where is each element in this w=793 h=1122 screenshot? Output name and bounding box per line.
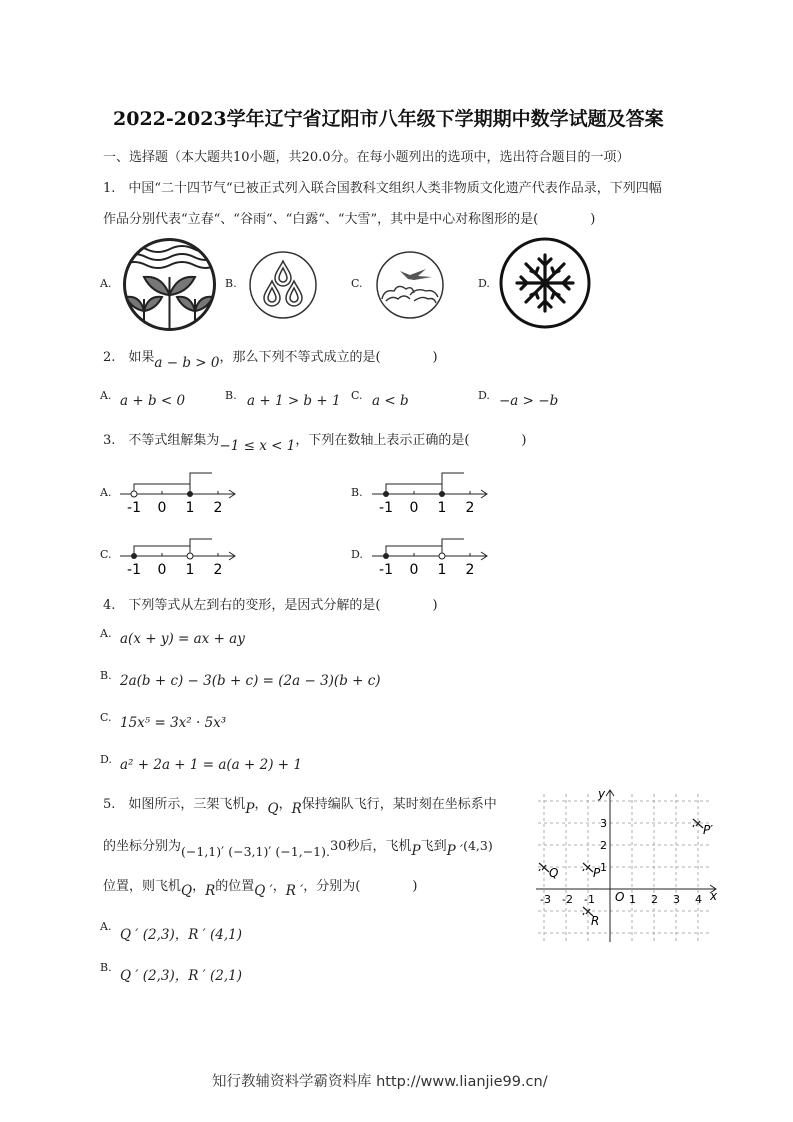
q5-plane-p2: P xyxy=(411,843,421,859)
q4-label-b: B. xyxy=(100,669,112,682)
y-axis-label: y xyxy=(598,787,606,801)
q5-plane-q: Q xyxy=(267,801,279,817)
q1-label-c: C. xyxy=(351,277,363,290)
q1-label-d: D. xyxy=(478,277,490,290)
comma: ， xyxy=(303,879,317,894)
q5-plane-r2: R xyxy=(205,883,216,899)
q5-option-a: Q ′ (2,3)，R ′ (4,1) xyxy=(120,927,243,943)
snowflake-figure xyxy=(498,235,592,331)
q2-option-c: a < b xyxy=(372,393,409,409)
q2-suffix: ，那么下列不等式成立的是( ) xyxy=(219,350,438,365)
q5-q-prime: Q ′ xyxy=(254,883,273,899)
q4-option-c: 15x⁵ = 3x² · 5x³ xyxy=(120,715,227,731)
number-line-a xyxy=(116,465,240,519)
y-tick-label: 1 xyxy=(600,861,607,874)
comma: ， xyxy=(272,879,286,894)
point-label-p-prime: P′ xyxy=(703,823,713,837)
q4-option-b: 2a(b + c) − 3(b + c) = (2a − 3)(b + c) xyxy=(120,673,381,689)
x-tick-label: 2 xyxy=(651,893,658,906)
q1-stem-line1: 1. 中国“二十四节气“已被正式列入联合国教科文组织人类非物质文化遗产代表作品录，下列四幅 xyxy=(103,181,662,196)
q5-coord-r: (−1,−1). xyxy=(275,844,330,859)
q5-plane-r: R xyxy=(291,801,302,817)
tick-label: -1 xyxy=(379,500,393,516)
q2-condition: a − b > 0 xyxy=(154,355,220,371)
x-tick-label: -1 xyxy=(584,893,595,906)
q5-plane-q2: Q xyxy=(181,883,193,899)
q5-line1-b: 保持编队飞行，某时刻在坐标系中 xyxy=(301,797,497,812)
tick-label: 0 xyxy=(409,562,419,578)
q5-option-b: Q ′ (2,3)，R ′ (2,1) xyxy=(120,968,243,984)
tick-label: 1 xyxy=(185,562,195,578)
q5-coord-q: (−3,1) xyxy=(228,844,269,859)
q2-prefix: 2. 如果 xyxy=(103,350,155,365)
q5-coord-pprime: (4,3) xyxy=(463,838,493,853)
y-tick-label: 3 xyxy=(600,817,607,830)
q2-option-a: a + b < 0 xyxy=(120,393,186,409)
q5-coord-p: (−1,1) xyxy=(181,844,222,859)
q2-option-d: −a > −b xyxy=(499,393,559,409)
q5-line2-a: 的坐标分别为 xyxy=(103,839,182,854)
spring-plant-figure xyxy=(122,237,217,332)
tick-label: 2 xyxy=(465,500,475,516)
x-tick-label: 4 xyxy=(695,893,702,906)
tick-label: -1 xyxy=(127,562,141,578)
q5-line3-c: 分别为( ) xyxy=(316,879,418,894)
rain-drops-figure xyxy=(247,249,319,321)
comma: ， xyxy=(278,797,292,812)
tick-label: 0 xyxy=(157,562,167,578)
point-label-q: Q xyxy=(549,866,559,880)
q3-label-b: B. xyxy=(351,486,363,499)
x-tick-label: -2 xyxy=(562,893,573,906)
number-line-b xyxy=(368,465,492,519)
q5-p-prime: P ′ xyxy=(446,843,464,859)
number-line-d xyxy=(368,527,492,581)
tick-label: -1 xyxy=(379,562,393,578)
q3-label-c: C. xyxy=(100,548,112,561)
page-title: 2022-2023学年辽宁省辽阳市八年级下学期期中数学试题及答案 xyxy=(113,108,664,130)
q1-label-a: A. xyxy=(100,277,112,290)
number-line-c xyxy=(116,527,240,581)
section-heading: 一、选择题（本大题共10小题，共20.0分。在每小题列出的选项中，选出符合题目的一项） xyxy=(103,150,630,165)
tick-label: 2 xyxy=(213,500,223,516)
q1-label-b: B. xyxy=(225,277,237,290)
comma: ， xyxy=(192,879,206,894)
tick-label: 2 xyxy=(465,562,475,578)
q3-condition: −1 ≤ x < 1 xyxy=(219,438,296,454)
q4-label-d: D. xyxy=(100,753,112,766)
q4-stem: 4. 下列等式从左到右的变形，是因式分解的是( ) xyxy=(103,598,438,613)
tick-label: 1 xyxy=(437,500,447,516)
q4-option-a: a(x + y) = ax + ay xyxy=(120,631,245,647)
x-axis-label: x xyxy=(710,889,718,903)
q5-r-prime: R ′ xyxy=(285,883,304,899)
q2-option-b: a + 1 > b + 1 xyxy=(247,393,341,409)
q3-label-d: D. xyxy=(351,548,363,561)
tick-label: 0 xyxy=(157,500,167,516)
x-tick-label: -3 xyxy=(540,893,551,906)
tick-label: 1 xyxy=(437,562,447,578)
q4-label-c: C. xyxy=(100,711,112,724)
q5-line2-b: 30秒后，飞机 xyxy=(329,839,412,854)
q2-label-b: B. xyxy=(225,389,237,402)
tick-label: 1 xyxy=(185,500,195,516)
q2-label-a: A. xyxy=(100,389,112,402)
coordinate-grid-figure xyxy=(530,786,720,944)
x-tick-label: 3 xyxy=(673,893,680,906)
q4-option-d: a² + 2a + 1 = a(a + 2) + 1 xyxy=(120,757,302,773)
q2-label-d: D. xyxy=(478,389,490,402)
comma: ， xyxy=(254,797,268,812)
q5-label-a: A. xyxy=(100,920,112,933)
y-tick-label: 2 xyxy=(600,839,607,852)
q1-stem-line2: 作品分别代表“立春“、“谷雨“、“白露“、“大雪”，其中是中心对称图形的是( ) xyxy=(103,212,596,227)
q5-plane-p: P xyxy=(245,801,255,817)
tick-label: 0 xyxy=(409,500,419,516)
q3-suffix: ，下列在数轴上表示正确的是( ) xyxy=(295,433,527,448)
q2-label-c: C. xyxy=(351,389,363,402)
q5-line3-a: 位置，则飞机 xyxy=(103,879,182,894)
tick-label: -1 xyxy=(127,500,141,516)
q5-line2-c: 飞到 xyxy=(420,839,447,854)
q4-label-a: A. xyxy=(100,627,112,640)
footer-watermark: 知行教辅资料学霸资料库 http://www.lianjie99.cn/ xyxy=(212,1074,548,1090)
tick-label: 2 xyxy=(213,562,223,578)
x-tick-label: 1 xyxy=(629,893,636,906)
q3-label-a: A. xyxy=(100,486,112,499)
origin-label: O xyxy=(615,890,625,904)
q5-line3-b: 的位置 xyxy=(215,879,255,894)
point-label-p: P xyxy=(593,866,601,880)
crane-clouds-figure xyxy=(374,249,446,321)
q5-label-b: B. xyxy=(100,961,112,974)
point-label-r: R xyxy=(591,914,600,928)
q5-line1-a: 5. 如图所示，三架飞机 xyxy=(103,797,246,812)
q3-prefix: 3. 不等式组解集为 xyxy=(103,433,220,448)
